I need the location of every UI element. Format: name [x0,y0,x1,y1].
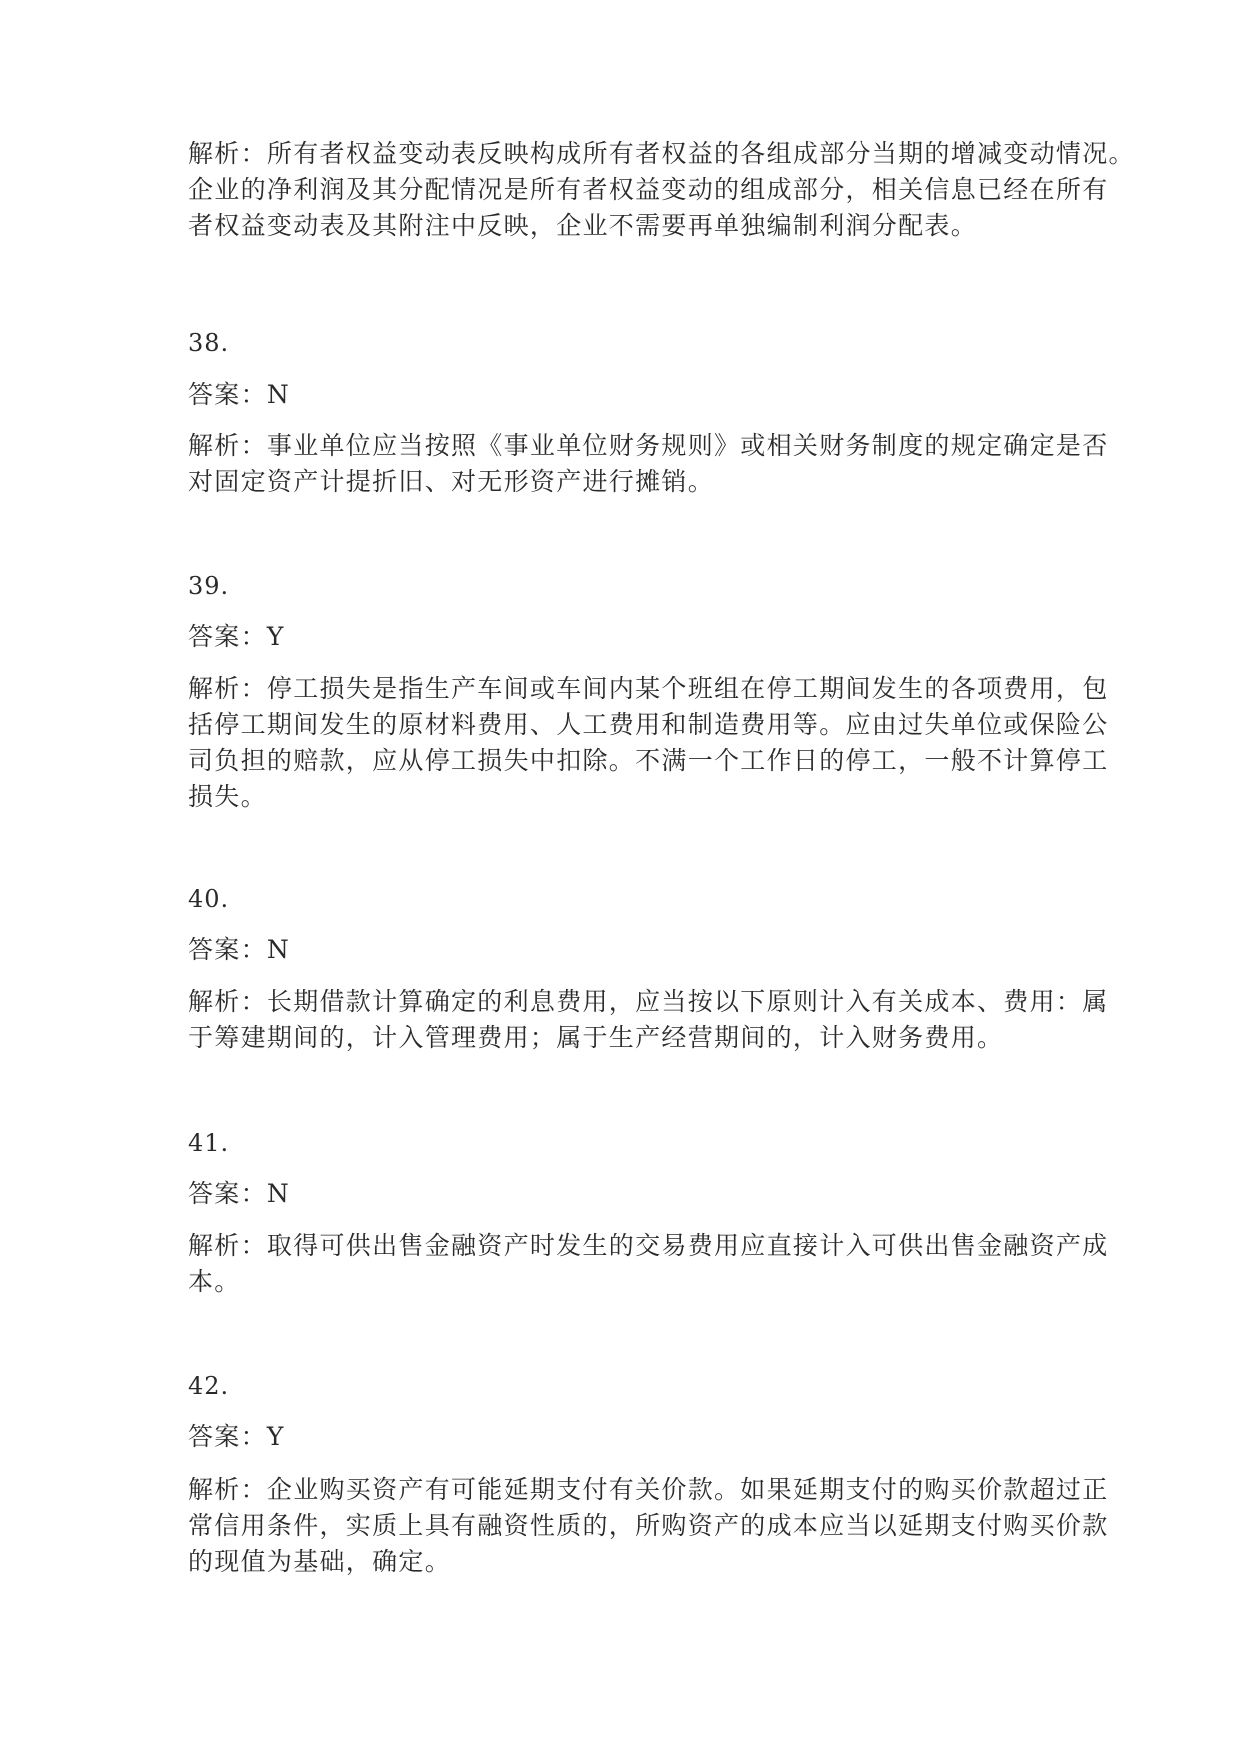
analysis-line: 本。 [188,1267,241,1296]
answer-text: 答案：N [188,380,291,409]
question-number: 42. [188,1372,230,1400]
analysis-line: 对固定资产计提折旧、对无形资产进行摊销。 [188,467,715,496]
answer-text: 答案：N [188,1179,291,1208]
analysis-line: 解析：长期借款计算确定的利息费用，应当按以下原则计入有关成本、费用：属 [188,987,1109,1016]
question-number: 40. [188,885,230,913]
question-number: 38. [188,329,230,357]
question-number: 41. [188,1129,230,1157]
analysis-paragraph [188,671,1109,815]
analysis-paragraph [188,1472,1109,1580]
analysis-line: 解析：取得可供出售金融资产时发生的交易费用应直接计入可供出售金融资产成 [188,1231,1109,1260]
analysis-line: 司负担的赔款，应从停工损失中扣除。不满一个工作日的停工，一般不计算停工 [188,746,1109,775]
analysis-line: 括停工期间发生的原材料费用、人工费用和制造费用等。应由过失单位或保险公 [188,710,1109,739]
analysis-paragraph [188,428,1109,500]
answer-text: 答案：N [188,935,291,964]
analysis-line: 常信用条件，实质上具有融资性质的，所购资产的成本应当以延期支付购买价款 [188,1511,1109,1540]
analysis-line: 企业的净利润及其分配情况是所有者权益变动的组成部分，相关信息已经在所有 [188,175,1109,204]
analysis-line: 解析：事业单位应当按照《事业单位财务规则》或相关财务制度的规定确定是否 [188,431,1109,460]
analysis-line: 于筹建期间的，计入管理费用；属于生产经营期间的，计入财务费用。 [188,1023,1004,1052]
answer-text: 答案：Y [188,622,285,651]
analysis-line: 解析：企业购买资产有可能延期支付有关价款。如果延期支付的购买价款超过正 [188,1475,1109,1504]
answer-text: 答案：Y [188,1422,285,1451]
analysis-line: 的现值为基础，确定。 [188,1547,452,1576]
question-number: 39. [188,572,230,600]
analysis-paragraph [188,984,1109,1056]
analysis-line: 解析：停工损失是指生产车间或车间内某个班组在停工期间发生的各项费用，包 [188,674,1109,703]
intro-analysis [188,136,1135,244]
analysis-line: 解析：所有者权益变动表反映构成所有者权益的各组成部分当期的增减变动情况。 [188,139,1135,168]
analysis-paragraph [188,1228,1109,1300]
analysis-line: 损失。 [188,782,267,811]
analysis-line: 者权益变动表及其附注中反映，企业不需要再单独编制利润分配表。 [188,211,978,240]
